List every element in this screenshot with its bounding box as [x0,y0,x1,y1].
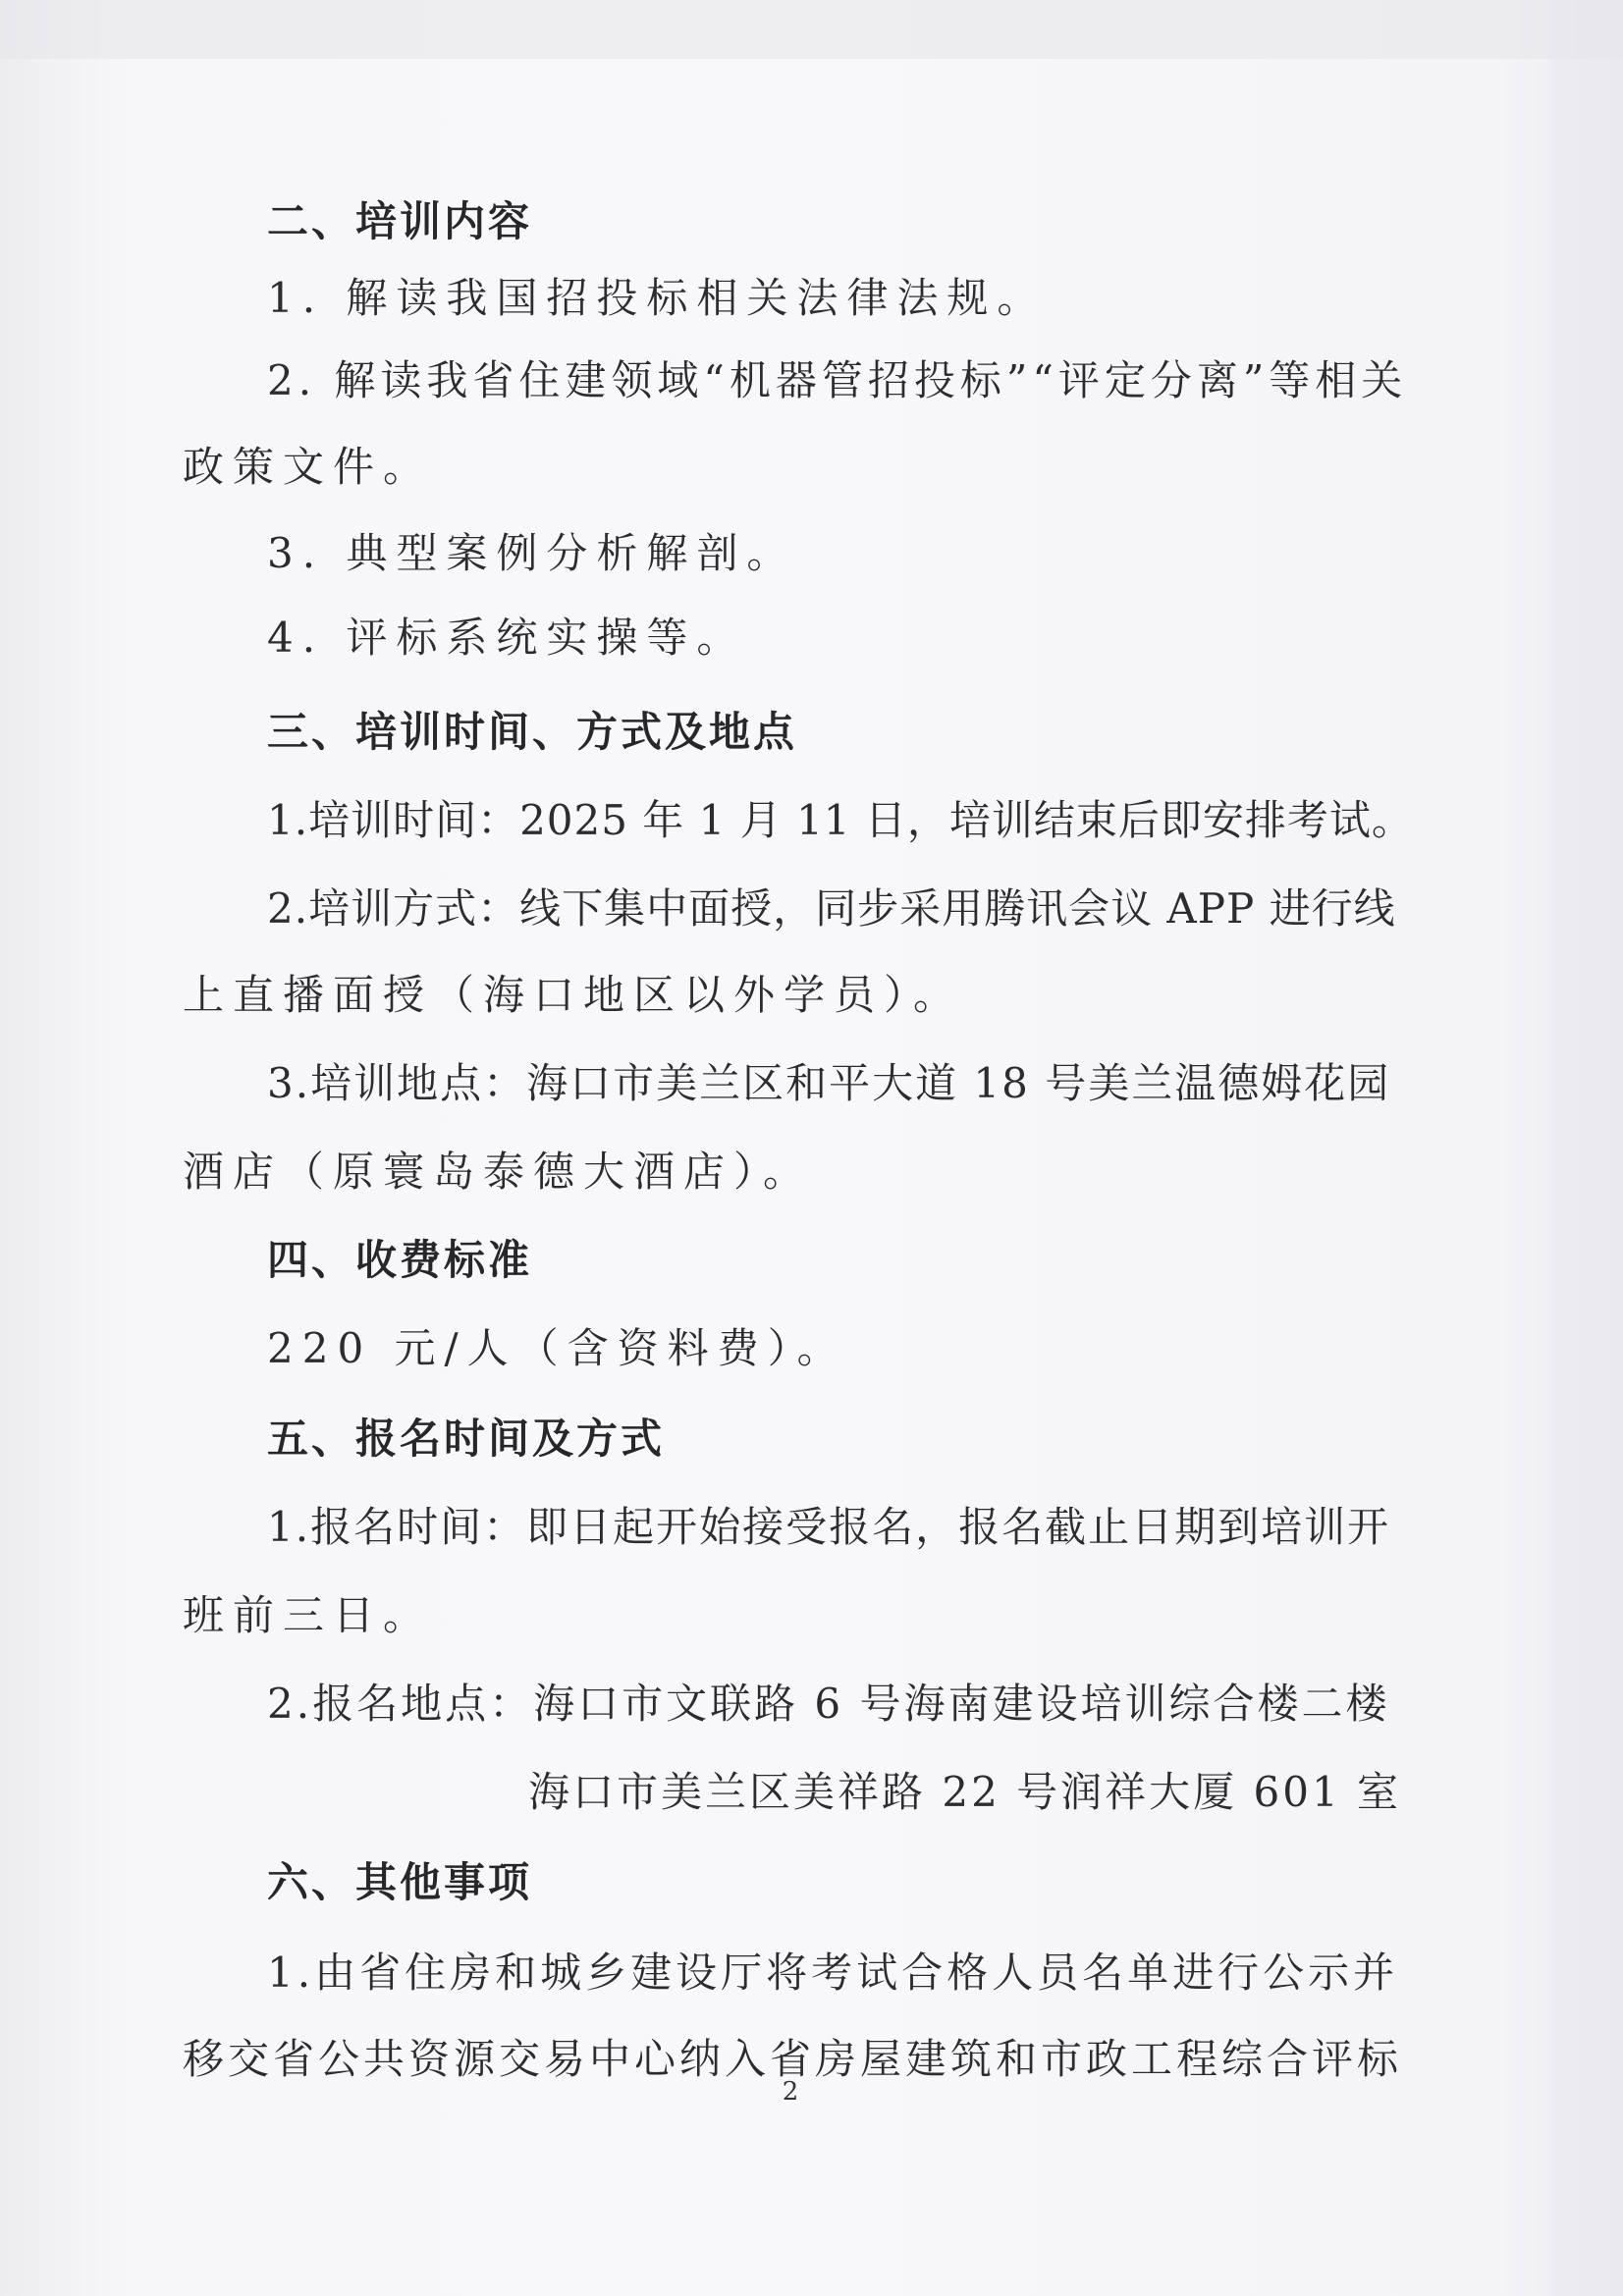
fee-amount: 220 元/人（含资料费）。 [267,1324,847,1372]
content-item-4: 4. 评标系统实操等。 [267,614,747,662]
section-heading-other: 六、其他事项 [267,1858,533,1906]
content-item-3: 3. 典型案例分析解剖。 [267,529,797,577]
section-heading-content: 二、培训内容 [267,197,533,245]
training-time: 1.培训时间：2025 年 1 月 11 日，培训结束后即安排考试。 [267,796,1414,844]
training-method: 2.培训方式：线下集中面授，同步采用腾讯会议 APP 进行线 [267,884,1396,933]
registration-place: 2.报名地点：海口市文联路 6 号海南建设培训综合楼二楼 [267,1680,1390,1728]
section-heading-time-place: 三、培训时间、方式及地点 [267,708,798,756]
section-heading-registration: 五、报名时间及方式 [267,1415,666,1463]
registration-place-2: 海口市美兰区美祥路 22 号润祥大厦 601 室 [528,1768,1402,1816]
training-place: 3.培训地点：海口市美兰区和平大道 18 号美兰温德姆花园 [267,1059,1391,1107]
other-item-1: 1.由省住房和城乡建设厅将考试合格人员名单进行公示并 [267,1949,1399,1997]
registration-time-cont: 班前三日。 [183,1591,434,1639]
content-item-1: 1. 解读我国招投标相关法律法规。 [267,274,1048,322]
other-item-1-cont: 移交省公共资源交易中心纳入省房屋建筑和市政工程综合评标 [183,2035,1403,2083]
content-item-2: 2. 解读我省住建领域“机器管招投标”“评定分离”等相关 [267,356,1408,404]
page-number: 2 [782,2077,799,2107]
scan-shadow-top [0,0,1623,59]
scan-shadow-right [1551,0,1623,2296]
training-place-cont: 酒店（原寰岛泰德大酒店）。 [183,1148,814,1196]
training-method-cont: 上直播面授（海口地区以外学员）。 [183,971,964,1019]
registration-time: 1.报名时间：即日起开始接受报名，报名截止日期到培训开 [267,1503,1391,1551]
section-heading-fee: 四、收费标准 [267,1236,533,1284]
content-item-2-cont: 政策文件。 [183,443,434,491]
